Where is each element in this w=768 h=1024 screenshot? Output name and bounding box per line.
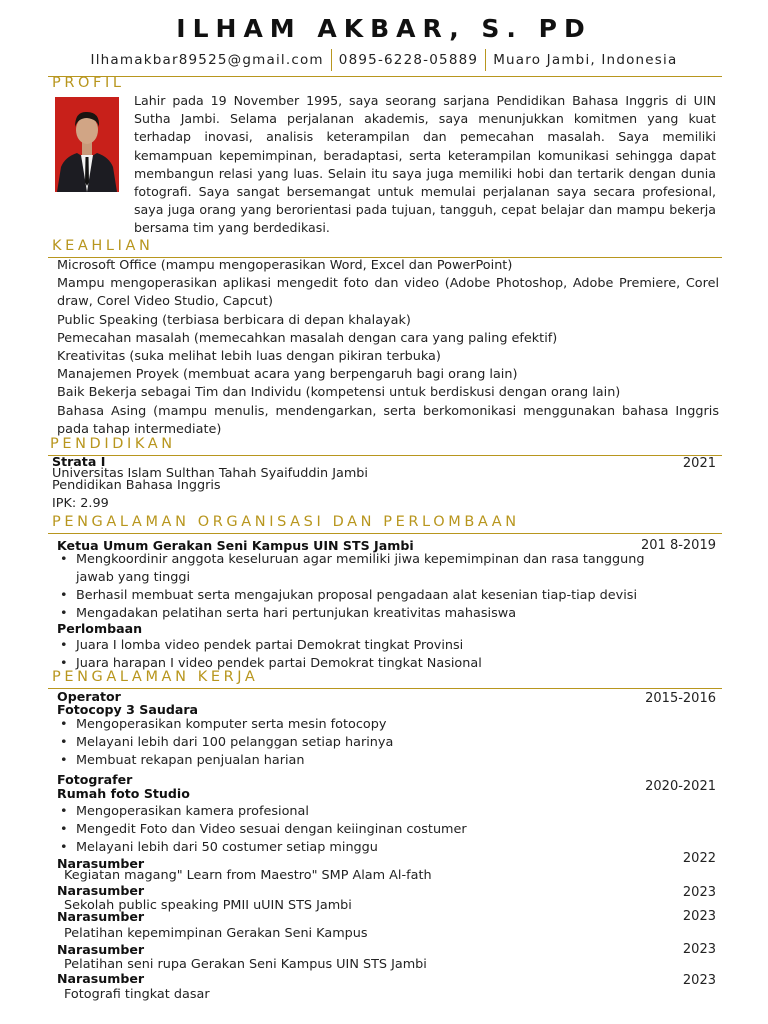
profile-summary: Lahir pada 19 November 1995, saya seorang sarjana Pendidikan Bahasa Inggris di UIN Sutha Jambi. Selama perjalanan akademis, saya menunjukkan komitmen yang kuat terhadap inovasi, analisis keterampilan dan pemecahan masalah. Saya memiliki kemampuan kepemimpinan, beradaptasi, serta keterampilan komunikasi sehingga dapat membangun relasi yang luas. Selain itu saya juga memiliki hobi dan tertarik dengan dunia fotografi. Saya sangat bersemangat untuk memulai perjalanan saya secara profesional, saya juga orang yang berorientasi pada tujuan, tangguh, cepat belajar dan mampu bekerja bersama tim yang berdedikasi.: [134, 93, 716, 236]
job-place: Fotocopy 3 Saudara: [57, 702, 199, 717]
section-rule: [48, 688, 722, 689]
skill-item: Manajemen Proyek (membuat acara yang berpengaruh bagi orang lain): [57, 367, 518, 382]
section-rule: [48, 533, 722, 534]
list-item: • Juara I lomba video pendek partai Demokrat tingkat Provinsi: [57, 637, 665, 655]
divider: [331, 49, 332, 71]
education-major: Pendidikan Bahasa Inggris: [52, 478, 221, 493]
section-heading-kerja: PENGALAMAN KERJA: [52, 669, 259, 685]
skill-item: Bahasa Asing (mampu menulis, mendengarkan, serta berkomonikasi menggunakan bahasa Inggris pada tahap intermediate): [57, 404, 719, 437]
section-heading-profil: PROFIL: [52, 75, 125, 91]
job-place: Rumah foto Studio: [57, 786, 190, 801]
education-degree: Strata I: [52, 454, 106, 469]
skill-item: Mampu mengoperasikan aplikasi mengedit foto dan video (Adobe Photoshop, Adobe Premiere, Corel draw, Corel Video Studio, Capcut): [57, 276, 719, 309]
organization-years: 201 8-2019: [641, 538, 716, 553]
education-year: 2021: [682, 456, 716, 471]
speaker-year: 2023: [682, 973, 716, 988]
job-bullets: [57, 803, 657, 857]
location: Muaro Jambi, Indonesia: [493, 52, 678, 68]
skill-item: Public Speaking (terbiasa berbicara di depan khalayak): [57, 313, 411, 328]
speaker-year: 2023: [682, 885, 716, 900]
email: Ilhamakbar89525@gmail.com: [90, 52, 324, 68]
education-university: Universitas Islam Sulthan Tahah Syaifuddin Jambi: [52, 466, 368, 481]
speaker-title: Narasumber: [57, 971, 145, 986]
section-heading-keahlian: KEAHLIAN: [52, 238, 154, 254]
list-item: • Melayani lebih dari 100 pelanggan setiap harinya: [57, 734, 657, 752]
list-item: • Mengedit Foto dan Video sesuai dengan keiinginan costumer: [57, 821, 657, 839]
skill-item: Pemecahan masalah (memecahkan masalah dengan cara yang paling efektif): [57, 331, 558, 346]
list-item: • Mengoperasikan kamera profesional: [57, 803, 657, 821]
competition-title: Perlombaan: [57, 621, 143, 636]
job-bullets: [57, 716, 657, 770]
speaker-title: Narasumber: [57, 909, 145, 924]
section-heading-organisasi: PENGALAMAN ORGANISASI DAN PERLOMBAAN: [52, 514, 520, 530]
contact-line: [0, 49, 768, 71]
divider: [485, 49, 486, 71]
organization-bullets: [57, 551, 665, 623]
speaker-year: 2023: [682, 909, 716, 924]
speaker-desc: Pelatihan seni rupa Gerakan Seni Kampus UIN STS Jambi: [64, 957, 427, 972]
education-ipk: IPK: 2.99: [52, 496, 109, 511]
list-item: • Berhasil membuat serta mengajukan proposal pengadaan alat kesenian tiap-tiap devisi: [57, 587, 665, 605]
job-title: Fotografer: [57, 772, 133, 787]
speaker-title: Narasumber: [57, 942, 145, 957]
section-heading-pendidikan: PENDIDIKAN: [50, 436, 176, 452]
skill-item: Kreativitas (suka melihat lebih luas dengan pikiran terbuka): [57, 349, 441, 364]
speaker-year: 2023: [682, 942, 716, 957]
list-item: • Mengkoordinir anggota keseluruan agar memiliki jiwa kepemimpinan dan rasa tanggung jawab yang tinggi: [57, 551, 665, 587]
competition-bullets: [57, 637, 665, 673]
skill-item: Baik Bekerja sebagai Tim dan Individu (kompetensi untuk berdiskusi dengan orang lain): [57, 385, 621, 400]
speaker-desc: Pelatihan kepemimpinan Gerakan Seni Kampus: [64, 926, 368, 941]
skill-item: Microsoft Office (mampu mengoperasikan Word, Excel dan PowerPoint): [57, 258, 513, 273]
candidate-name: ILHAM AKBAR, S. PD: [176, 14, 592, 43]
phone: 0895-6228-05889: [338, 52, 479, 68]
job-years: 2020-2021: [645, 779, 716, 794]
speaker-desc: Fotografi tingkat dasar: [64, 987, 210, 1002]
job-title: Operator: [57, 689, 121, 704]
speaker-title: Narasumber: [57, 856, 145, 871]
speaker-desc: Sekolah public speaking PMII uUIN STS Jambi: [64, 898, 352, 913]
organization-role: Ketua Umum Gerakan Seni Kampus UIN STS Jambi: [57, 538, 414, 553]
list-item: • Mengoperasikan komputer serta mesin fotocopy: [57, 716, 657, 734]
list-item: • Juara harapan I video pendek partai Demokrat tingkat Nasional: [57, 655, 665, 673]
list-item: • Mengadakan pelatihan serta hari pertunjukan kreativitas mahasiswa: [57, 605, 665, 623]
profile-photo: [55, 97, 119, 192]
list-item: • Melayani lebih dari 50 costumer setiap minggu: [57, 839, 657, 857]
job-years: 2015-2016: [645, 691, 716, 706]
speaker-desc: Kegiatan magang" Learn from Maestro" SMP Alam Al-fath: [64, 868, 432, 883]
header-rule: [48, 76, 722, 77]
speaker-title: Narasumber: [57, 883, 145, 898]
list-item: • Membuat rekapan penjualan harian: [57, 752, 657, 770]
speaker-year: 2022: [682, 851, 716, 866]
